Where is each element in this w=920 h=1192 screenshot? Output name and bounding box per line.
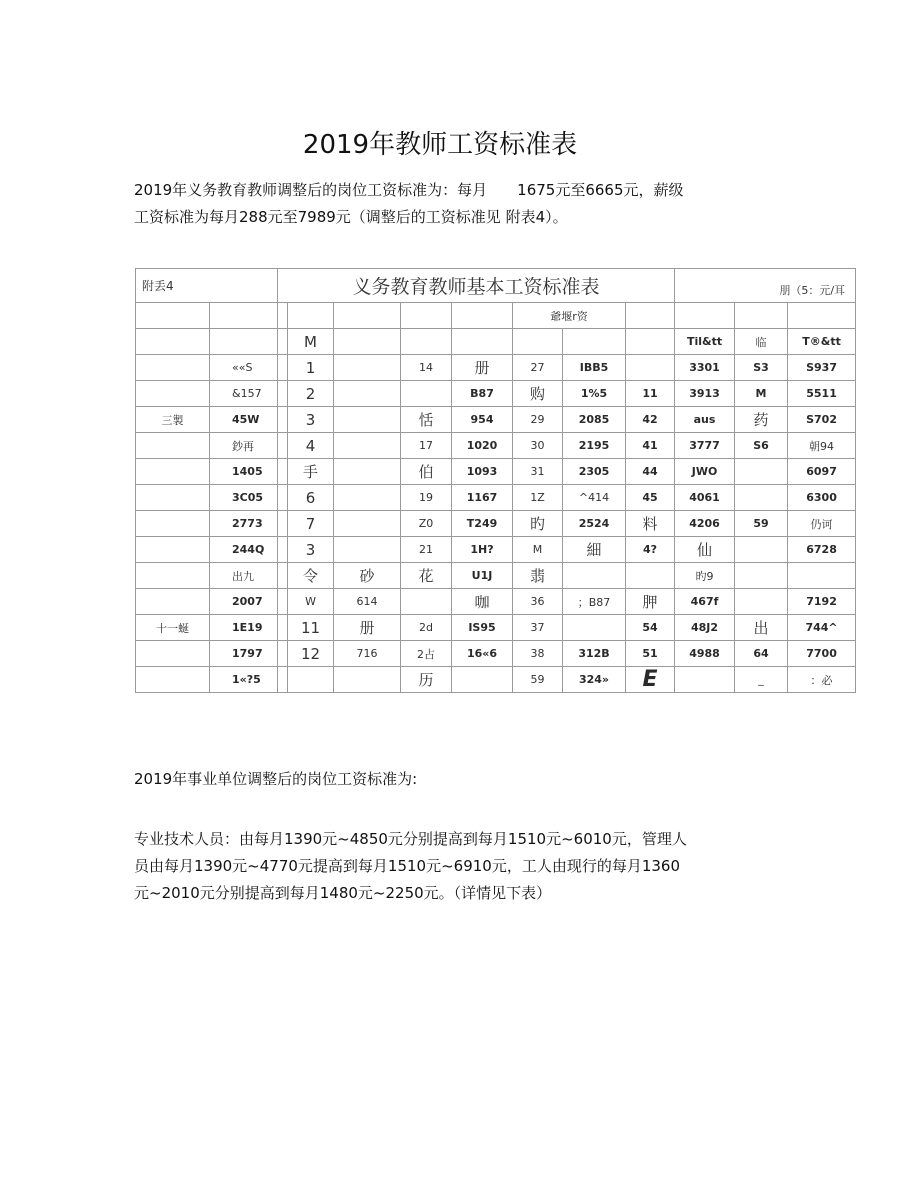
table-cell: 1H? [452, 537, 513, 563]
table-title: 义务教育教师基本工资标准表 [278, 269, 675, 303]
table-cell: 出 [735, 615, 788, 641]
table-cell [735, 485, 788, 511]
intro-line-1: 2019年义务教育教师调整后的岗位工资标准为：每月 1675元至6665元，薪级 [134, 181, 684, 199]
table-cell: 1«?5 [210, 667, 278, 693]
table-cell: 砂 [334, 563, 401, 589]
table-cell [334, 485, 401, 511]
table-cell: 324» [563, 667, 626, 693]
table-cell: 29 [513, 407, 563, 433]
table-cell: 6 [288, 485, 334, 511]
table-row [136, 433, 856, 459]
table-cell: 6300 [788, 485, 856, 511]
table-cell: 7 [288, 511, 334, 537]
table-cell: 1093 [452, 459, 513, 485]
table-cell: 药 [735, 407, 788, 433]
table-cell [136, 667, 210, 693]
table-cell [334, 511, 401, 537]
table-cell: 4988 [675, 641, 735, 667]
table-header-cell: 临 [735, 329, 788, 355]
table-cell: 244Q [210, 537, 278, 563]
table-cell [278, 615, 288, 641]
table-cell: 4 [288, 433, 334, 459]
table-cell [136, 485, 210, 511]
table-cell: JWO [675, 459, 735, 485]
table-cell: IS95 [452, 615, 513, 641]
table-cell [334, 381, 401, 407]
table-cell: ；B87 [563, 589, 626, 615]
table-cell: 2085 [563, 407, 626, 433]
table-cell: _ [735, 667, 788, 693]
table-cell [334, 407, 401, 433]
table-cell: 59 [735, 511, 788, 537]
table-cell [788, 563, 856, 589]
details-line-2: 员由每月1390元~4770元提高到每月1510元~6910元，工人由现行的每月1360 [134, 857, 681, 875]
table-cell: 2 [288, 381, 334, 407]
table-cell [136, 511, 210, 537]
table-cell: 花 [401, 563, 452, 589]
table-cell: 12 [288, 641, 334, 667]
table-cell: S937 [788, 355, 856, 381]
table-cell: 954 [452, 407, 513, 433]
table-cell: 11 [626, 381, 675, 407]
table-cell: 册 [452, 355, 513, 381]
table-cell [136, 433, 210, 459]
table-cell: 6728 [788, 537, 856, 563]
table-header-row [136, 329, 856, 355]
table-cell [735, 537, 788, 563]
table-cell: 2d [401, 615, 452, 641]
table-cell: S6 [735, 433, 788, 459]
table-cell: 4206 [675, 511, 735, 537]
table-cell: 3C05 [210, 485, 278, 511]
table-cell [278, 511, 288, 537]
table-row [136, 615, 856, 641]
table-cell: 1020 [452, 433, 513, 459]
table-cell: 1Z [513, 485, 563, 511]
table-cell: 30 [513, 433, 563, 459]
table-cell: T249 [452, 511, 513, 537]
table-cell: 恬 [401, 407, 452, 433]
table-cell: 45W [210, 407, 278, 433]
table-cell: 胛 [626, 589, 675, 615]
table-row [136, 641, 856, 667]
table-cell: 3777 [675, 433, 735, 459]
table-cell [334, 667, 401, 693]
page-title: 2019年教师工资标准表 [302, 130, 578, 160]
table-cell: 37 [513, 615, 563, 641]
institution-intro: 2019年事业单位调整后的岗位工资标准为: [134, 770, 418, 788]
table-header-cell: M [288, 329, 334, 355]
table-cell: 伯 [401, 459, 452, 485]
table-cell: B87 [452, 381, 513, 407]
table-cell [334, 537, 401, 563]
table-title-row [136, 269, 856, 303]
table-cell [136, 641, 210, 667]
table-cell: 鈔再 [210, 433, 278, 459]
table-row [136, 459, 856, 485]
table-cell: 17 [401, 433, 452, 459]
table-cell: 48J2 [675, 615, 735, 641]
table-cell [278, 667, 288, 693]
table-row [136, 563, 856, 589]
table-cell: 7700 [788, 641, 856, 667]
table-cell: 44 [626, 459, 675, 485]
table-cell: 仍诃 [788, 511, 856, 537]
table-row [136, 485, 856, 511]
table-cell: 2305 [563, 459, 626, 485]
table-cell: 料 [626, 511, 675, 537]
table-cell: 59 [513, 667, 563, 693]
salary-table [135, 268, 856, 693]
table-cell [278, 381, 288, 407]
table-cell: 11 [288, 615, 334, 641]
table-cell [334, 459, 401, 485]
table-cell: 31 [513, 459, 563, 485]
table-cell: 614 [334, 589, 401, 615]
table-cell: Z0 [401, 511, 452, 537]
table-cell: 27 [513, 355, 563, 381]
table-cell [278, 485, 288, 511]
table-cell: 42 [626, 407, 675, 433]
table-cell: 购 [513, 381, 563, 407]
table-cell: 744^ [788, 615, 856, 641]
table-cell [278, 641, 288, 667]
table-cell: M [513, 537, 563, 563]
table-cell: 36 [513, 589, 563, 615]
table-cell [401, 589, 452, 615]
table-cell: 2007 [210, 589, 278, 615]
table-cell: U1J [452, 563, 513, 589]
table-cell: 3 [288, 537, 334, 563]
table-row [136, 381, 856, 407]
table-cell: 5511 [788, 381, 856, 407]
table-cell: 6097 [788, 459, 856, 485]
table-unit-label: 朋（5：元/耳 [675, 269, 856, 303]
details-line-1: 专业技术人员：由每月1390元~4850元分别提高到每月1510元~6010元，管理人 [134, 830, 687, 848]
table-cell: IBB5 [563, 355, 626, 381]
table-cell [288, 667, 334, 693]
table-cell [626, 563, 675, 589]
table-subheader: 爺堰r资 [513, 303, 626, 329]
table-cell: 1E19 [210, 615, 278, 641]
table-cell: 旳 [513, 511, 563, 537]
table-cell: 令 [288, 563, 334, 589]
details-line-3: 元~2010元分别提高到每月1480元~2250元。（详情见下表） [134, 884, 552, 902]
table-cell: aus [675, 407, 735, 433]
table-cell: 3301 [675, 355, 735, 381]
table-cell [626, 355, 675, 381]
intro-line-2: 工资标准为每月288元至7989元（调整后的工资标准见 附表4）。 [134, 208, 568, 226]
table-cell [278, 407, 288, 433]
table-cell: 咖 [452, 589, 513, 615]
table-cell [136, 381, 210, 407]
table-cell [278, 459, 288, 485]
table-cell: 3 [288, 407, 334, 433]
table-cell [136, 537, 210, 563]
table-cell [401, 381, 452, 407]
table-cell [278, 433, 288, 459]
table-cell: 41 [626, 433, 675, 459]
table-cell [278, 355, 288, 381]
table-cell: 册 [334, 615, 401, 641]
table-cell [334, 433, 401, 459]
table-cell: 三製 [136, 407, 210, 433]
table-cell [136, 563, 210, 589]
table-cell [278, 589, 288, 615]
table-cell [136, 459, 210, 485]
table-cell: 7192 [788, 589, 856, 615]
table-row [136, 537, 856, 563]
table-cell: 2占 [401, 641, 452, 667]
table-cell: 仙 [675, 537, 735, 563]
table-cell: ««S [210, 355, 278, 381]
table-cell: &157 [210, 381, 278, 407]
table-subheader-row [136, 303, 856, 329]
table-row [136, 589, 856, 615]
table-cell: 1797 [210, 641, 278, 667]
table-cell: E [626, 667, 675, 693]
table-cell [278, 563, 288, 589]
table-body [136, 355, 856, 693]
table-cell: 45 [626, 485, 675, 511]
table-cell: 64 [735, 641, 788, 667]
table-cell: 朝94 [788, 433, 856, 459]
table-row [136, 355, 856, 381]
table-cell: S3 [735, 355, 788, 381]
table-cell: 21 [401, 537, 452, 563]
table-cell: 1405 [210, 459, 278, 485]
table-cell: 1167 [452, 485, 513, 511]
table-cell: ^414 [563, 485, 626, 511]
table-corner-label: 附丢4 [136, 269, 278, 303]
table-cell [563, 615, 626, 641]
table-cell: 2195 [563, 433, 626, 459]
table-row [136, 511, 856, 537]
table-cell: 467f [675, 589, 735, 615]
table-cell: 細 [563, 537, 626, 563]
table-cell [675, 667, 735, 693]
table-cell: 翡 [513, 563, 563, 589]
table-cell: 4? [626, 537, 675, 563]
table-cell [334, 355, 401, 381]
table-cell: 19 [401, 485, 452, 511]
table-cell [735, 589, 788, 615]
details-paragraph [134, 826, 687, 907]
table-header-cell: T®&tt [788, 329, 856, 355]
table-cell: 1%5 [563, 381, 626, 407]
table-cell [452, 667, 513, 693]
table-cell: W [288, 589, 334, 615]
table-cell: 手 [288, 459, 334, 485]
table-cell: 716 [334, 641, 401, 667]
table-cell: 54 [626, 615, 675, 641]
table-cell: 16«6 [452, 641, 513, 667]
table-row [136, 667, 856, 693]
table-cell [735, 563, 788, 589]
table-cell: 3913 [675, 381, 735, 407]
table-header-cell: Til&tt [675, 329, 735, 355]
table-cell: 十一蜒 [136, 615, 210, 641]
table-cell: ：必 [788, 667, 856, 693]
table-cell [735, 459, 788, 485]
table-cell: 历 [401, 667, 452, 693]
table-row [136, 407, 856, 433]
table-cell: 旳9 [675, 563, 735, 589]
table-cell [136, 589, 210, 615]
table-cell: 14 [401, 355, 452, 381]
table-cell: 2773 [210, 511, 278, 537]
table-cell: M [735, 381, 788, 407]
table-cell: 2524 [563, 511, 626, 537]
table-cell [136, 355, 210, 381]
table-cell: 出九 [210, 563, 278, 589]
table-cell [278, 537, 288, 563]
table-cell: 51 [626, 641, 675, 667]
intro-paragraph [134, 177, 684, 231]
table-cell: 4061 [675, 485, 735, 511]
table-cell: 38 [513, 641, 563, 667]
table-cell [563, 563, 626, 589]
table-cell: 312B [563, 641, 626, 667]
table-cell: 1 [288, 355, 334, 381]
table-cell: S702 [788, 407, 856, 433]
